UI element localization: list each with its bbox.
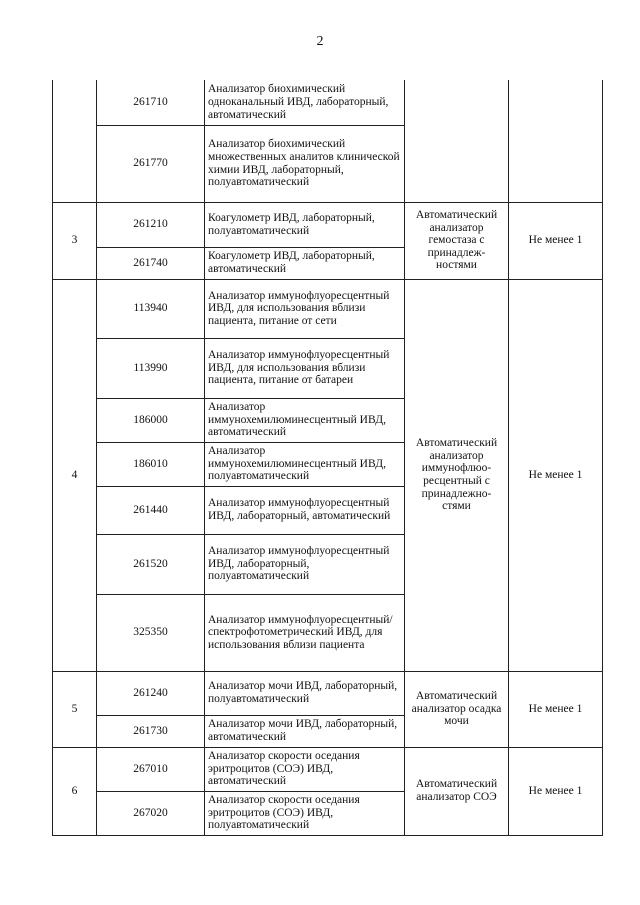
item-code: 261440: [97, 486, 205, 534]
item-name: Анализатор биохимический множественных аналитов клинической химии ИВД, лабораторный, полуавтоматический: [205, 125, 405, 202]
item-name: Коагулометр ИВД, лабораторный, полуавтоматический: [205, 202, 405, 247]
item-code: 267020: [97, 791, 205, 835]
equipment-table: [52, 80, 603, 836]
quantity: Не менее 1: [509, 279, 603, 671]
quantity: [509, 80, 603, 202]
item-name: Анализатор иммунофлуоресцентный ИВД, для использования вблизи пациента, питание от сети: [205, 279, 405, 338]
item-name: Анализатор иммунохемилюминесцентный ИВД, полуавтоматический: [205, 442, 405, 486]
row-number: 5: [53, 671, 97, 747]
table-row: [53, 202, 603, 247]
item-code: 261210: [97, 202, 205, 247]
quantity: Не менее 1: [509, 671, 603, 747]
item-name: Анализатор скорости оседания эритроцитов (СОЭ) ИВД, автоматический: [205, 747, 405, 791]
item-name: Анализатор скорости оседания эритроцитов (СОЭ) ИВД, полуавтоматический: [205, 791, 405, 835]
item-name: Анализатор биохимический одноканальный ИВД, лабораторный, автоматический: [205, 80, 405, 125]
item-name: Анализатор мочи ИВД, лабораторный, полуавтоматический: [205, 671, 405, 715]
equipment-type: Автоматический анализатор гемостаза с принадлеж-ностями: [405, 202, 509, 279]
item-name: Коагулометр ИВД, лабораторный, автоматический: [205, 247, 405, 279]
equipment-type: Автоматический анализатор СОЭ: [405, 747, 509, 835]
item-name: Анализатор иммунофлуоресцентный ИВД, лабораторный, автоматический: [205, 486, 405, 534]
equipment-type: Автоматический анализатор осадка мочи: [405, 671, 509, 747]
equipment-type: Автоматический анализатор иммунофлюо-ресцентный с принадлежно-стями: [405, 279, 509, 671]
item-name: Анализатор мочи ИВД, лабораторный, автоматический: [205, 715, 405, 747]
table-row: [53, 279, 603, 338]
row-number: [53, 80, 97, 202]
item-code: 261730: [97, 715, 205, 747]
item-code: 261240: [97, 671, 205, 715]
item-code: 261740: [97, 247, 205, 279]
row-number: 4: [53, 279, 97, 671]
equipment-type: [405, 80, 509, 202]
row-number: 3: [53, 202, 97, 279]
quantity: Не менее 1: [509, 747, 603, 835]
item-code: 261770: [97, 125, 205, 202]
item-code: 267010: [97, 747, 205, 791]
item-code: 325350: [97, 594, 205, 671]
item-code: 261520: [97, 534, 205, 594]
item-code: 261710: [97, 80, 205, 125]
item-code: 113940: [97, 279, 205, 338]
table-row: [53, 80, 603, 125]
item-name: Анализатор иммунофлуоресцентный ИВД, лабораторный, полуавтоматический: [205, 534, 405, 594]
table-body: [53, 80, 603, 835]
page-number: 2: [316, 34, 324, 49]
table-row: [53, 671, 603, 715]
item-code: 113990: [97, 338, 205, 398]
quantity: Не менее 1: [509, 202, 603, 279]
item-name: Анализатор иммунофлуоресцентный ИВД, для использования вблизи пациента, питание от батареи: [205, 338, 405, 398]
row-number: 6: [53, 747, 97, 835]
table-row: [53, 747, 603, 791]
item-code: 186010: [97, 442, 205, 486]
item-name: Анализатор иммунохемилюминесцентный ИВД, автоматический: [205, 398, 405, 442]
item-code: 186000: [97, 398, 205, 442]
item-name: Анализатор иммунофлуоресцентный/ спектрофотометрический ИВД, для использования вблизи пациента: [205, 594, 405, 671]
